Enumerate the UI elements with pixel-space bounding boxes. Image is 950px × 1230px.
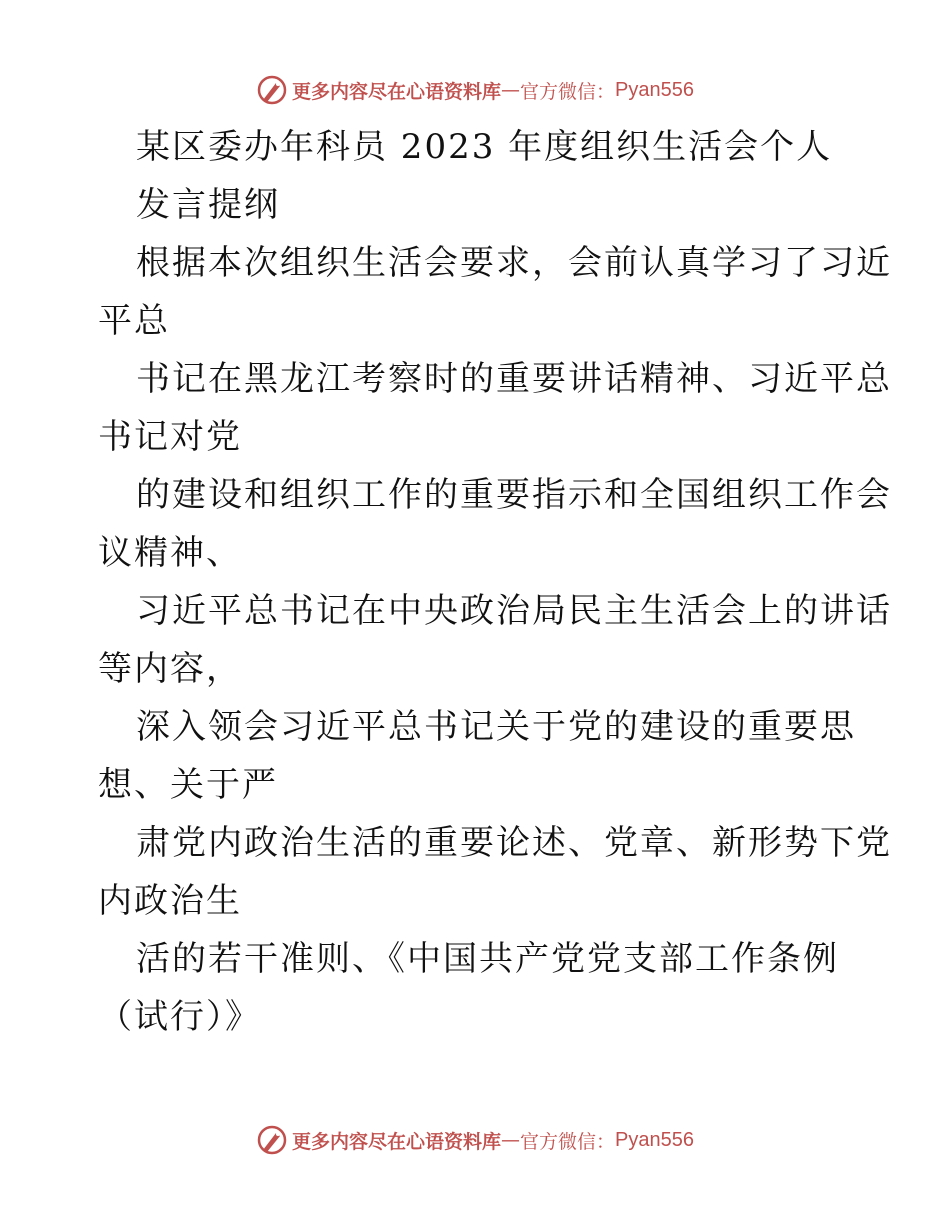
watermark-main-text: 更多内容尽在心语资料库 <box>292 80 502 103</box>
watermark-main-text: 更多内容尽在心语资料库 <box>292 1130 502 1153</box>
pen-logo-icon <box>256 1124 288 1156</box>
doc-paragraph-line: 平总 <box>98 301 170 341</box>
doc-paragraph-line: 议精神、 <box>98 533 242 573</box>
watermark-wechat-id: Pyan556 <box>615 1128 694 1151</box>
footer-watermark <box>0 1122 950 1158</box>
pen-logo-icon <box>256 74 288 106</box>
doc-paragraph-line: 的建设和组织工作的重要指示和全国组织工作会 <box>136 475 892 515</box>
doc-paragraph-line: （试行）》 <box>98 997 261 1037</box>
doc-paragraph-line: 书记对党 <box>98 417 242 457</box>
watermark-sub-text: 官方微信： <box>520 80 616 103</box>
doc-paragraph-line: 肃党内政治生活的重要论述、党章、新形势下党 <box>136 823 892 863</box>
doc-paragraph-line: 想、关于严 <box>98 765 278 805</box>
watermark-dash: — <box>501 1129 521 1151</box>
doc-title-line: 发言提纲 <box>136 185 280 225</box>
doc-title-line: 某区委办年科员 2023 年度组织生活会个人 <box>136 127 833 167</box>
header-watermark <box>0 72 950 108</box>
watermark-dash: — <box>501 79 521 101</box>
document-body <box>98 118 892 1046</box>
doc-paragraph-line: 活的若干准则、《中国共产党党支部工作条例 <box>136 939 839 979</box>
doc-paragraph-line: 根据本次组织生活会要求，会前认真学习了习近 <box>136 243 892 283</box>
doc-paragraph-line: 习近平总书记在中央政治局民主生活会上的讲话 <box>136 591 892 631</box>
doc-paragraph-line: 深入领会习近平总书记关于党的建设的重要思 <box>136 707 856 747</box>
doc-paragraph-line: 内政治生 <box>98 881 242 921</box>
watermark-wechat-id: Pyan556 <box>615 78 694 101</box>
watermark-sub-text: 官方微信： <box>520 1130 616 1153</box>
doc-paragraph-line: 书记在黑龙江考察时的重要讲话精神、习近平总 <box>136 359 892 399</box>
doc-paragraph-line: 等内容， <box>98 649 242 689</box>
